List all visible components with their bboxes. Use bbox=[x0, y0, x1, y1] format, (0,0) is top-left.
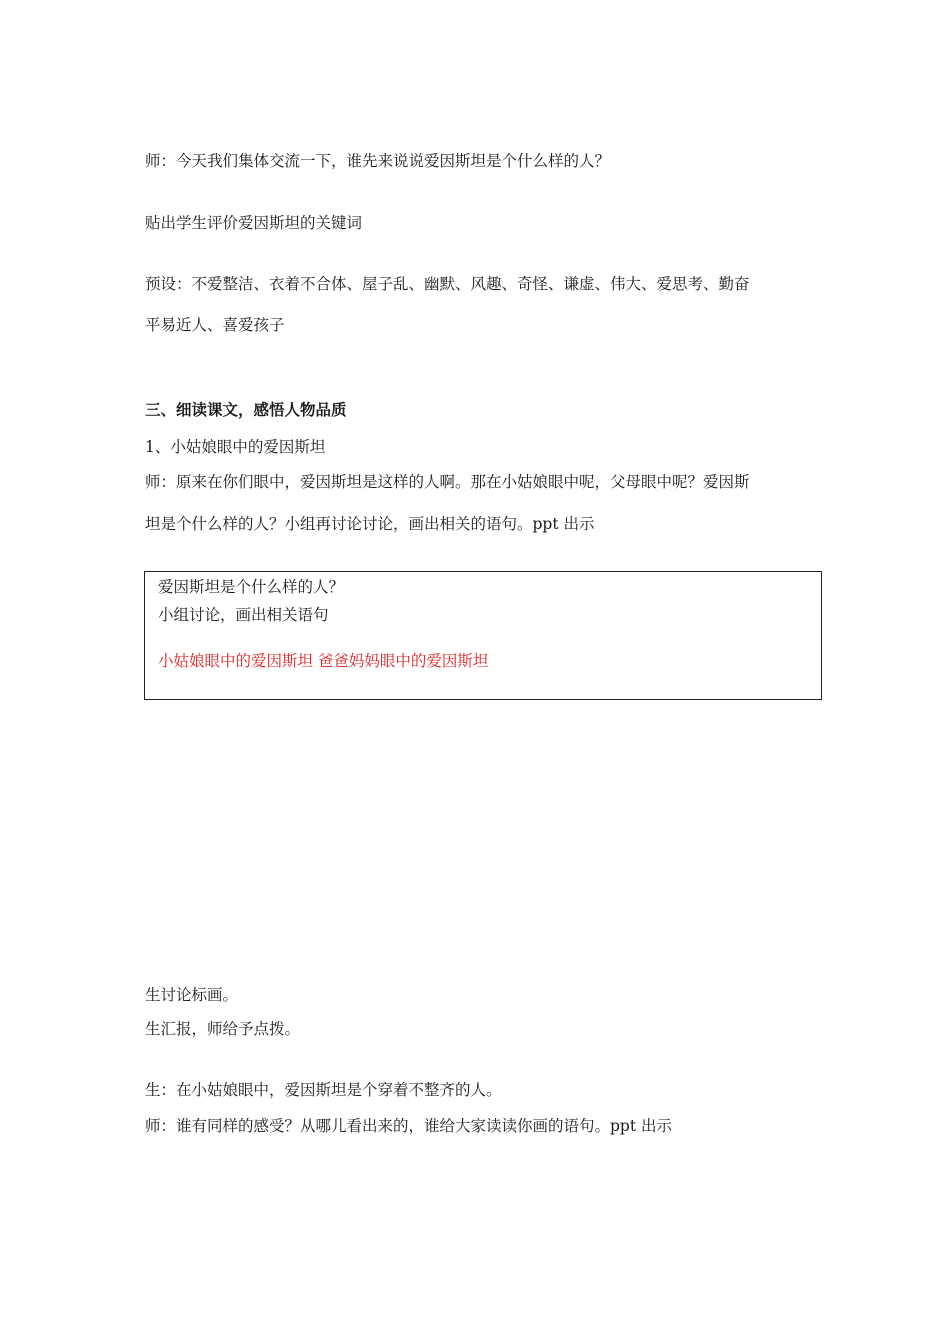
paragraph-keywords-note: 贴出学生评价爱因斯坦的关键词 bbox=[145, 214, 363, 232]
section-heading: 三、细读课文，感悟人物品质 bbox=[145, 400, 347, 419]
paragraph-student-answer: 生：在小姑娘眼中，爱因斯坦是个穿着不整齐的人。 bbox=[145, 1081, 502, 1099]
paragraph-teacher-prompt-line2: 坦是个什么样的人？小组再讨论讨论，画出相关的语句。ppt 出示 bbox=[145, 515, 595, 533]
paragraph-student-discuss: 生讨论标画。 bbox=[145, 986, 239, 1004]
paragraph-preset-line1: 预设：不爱整洁、衣着不合体、屋子乱、幽默、风趣、奇怪、谦虚、伟大、爱思考、勤奋 bbox=[145, 275, 750, 293]
ppt-box-instruction: 小组讨论，画出相关语句 bbox=[158, 606, 329, 624]
ppt-box-question: 爱因斯坦是个什么样的人？ bbox=[158, 578, 345, 596]
subsection-heading: 1、小姑娘眼中的爱因斯坦 bbox=[145, 438, 326, 456]
paragraph-teacher-prompt-line1: 师：原来在你们眼中，爱因斯坦是这样的人啊。那在小姑娘眼中呢，父母眼中呢？爱因斯 bbox=[145, 473, 750, 491]
ppt-box-highlight: 小姑娘眼中的爱因斯坦 爸爸妈妈眼中的爱因斯坦 bbox=[158, 652, 489, 670]
paragraph-student-report: 生汇报，师给予点拨。 bbox=[145, 1020, 301, 1038]
paragraph-preset-line2: 平易近人、喜爱孩子 bbox=[145, 316, 285, 334]
paragraph-teacher-followup: 师：谁有同样的感受？从哪儿看出来的，谁给大家读读你画的语句。ppt 出示 bbox=[145, 1117, 673, 1135]
ppt-display-box bbox=[144, 571, 822, 700]
paragraph-teacher-question: 师：今天我们集体交流一下，谁先来说说爱因斯坦是个什么样的人？ bbox=[145, 152, 611, 170]
